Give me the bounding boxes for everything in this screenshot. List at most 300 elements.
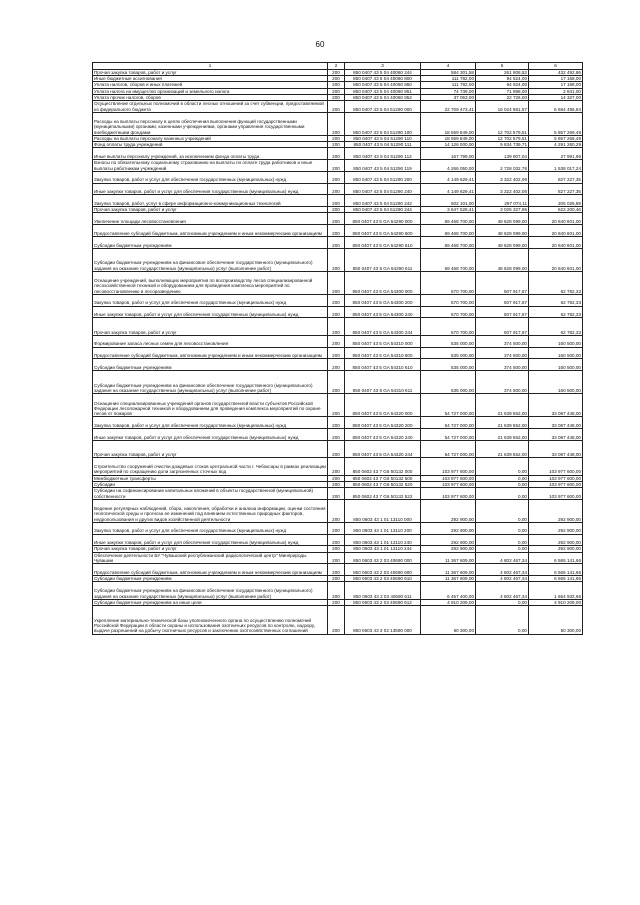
row-name-cell: Предоставление субсидий бюджетным, автономным учреждениям и иным некоммерческим организациям [93,225,328,237]
approved-amount-cell: 69 468 700,00 [421,213,476,225]
executed-amount-cell: 48 628 099,00 [476,225,529,237]
table-row [93,82,583,88]
row-name-cell: Прочая закупка товаров, работ и услуг [93,70,328,76]
budget-code-cell: 850 0407 43 5 04 51290 112 [345,148,421,160]
approved-amount-cell: 18 559 849,00 [421,135,476,141]
row-code-cell: 200 [328,599,345,605]
unexecuted-amount-cell: 292 900,00 [529,534,583,546]
approved-amount-cell: 54 727 000,00 [421,394,476,417]
table-row [93,306,583,318]
table-row [93,582,583,599]
table-row [93,335,583,347]
budget-code-cell: 850 0603 43 1 01 13110 240 [345,534,421,546]
unexecuted-amount-cell: 103 977 600,00 [529,458,583,475]
unexecuted-amount-cell: 160 500,00 [529,347,583,359]
unexecuted-amount-cell: 432 492,86 [529,70,583,76]
unexecuted-amount-cell: 33 087 448,00 [529,440,583,457]
unexecuted-amount-cell: 292 900,00 [529,546,583,552]
row-name-cell: Обеспечение деятельности БУ "Чувашский республиканский радиологический центр" Минприроды Чувашии [93,552,328,564]
executed-amount-cell: 12 702 579,51 [476,112,529,135]
approved-amount-cell: 74 739,00 [421,88,476,94]
executed-amount-cell: 374 500,00 [476,347,529,359]
table-row [93,148,583,160]
row-code-cell: 200 [328,417,345,429]
row-name-cell: Субсидии [93,481,328,487]
table-row [93,347,583,359]
table-row [93,576,583,582]
unexecuted-amount-cell: 33 087 448,00 [529,428,583,440]
table-row [93,88,583,94]
table-row [93,440,583,457]
unexecuted-amount-cell: 6 684 496,84 [529,101,583,113]
budget-code-cell: 850 0407 43 5 GA 54290 610 [345,237,421,249]
table-row [93,564,583,576]
row-name-cell: Взносы по обязательному социальному страхованию на выплаты по оплате труда работников и иные выплаты работникам учреждений [93,160,328,172]
budget-code-cell: 850 0407 43 5 GA 54300 244 [345,318,421,335]
row-code-cell: 200 [328,534,345,546]
table-row [93,207,583,213]
row-name-cell: Предоставление субсидий бюджетным, автономным учреждениям и иным некоммерческим организациям [93,347,328,359]
executed-amount-cell: 507 917,67 [476,318,529,335]
row-name-cell: Субсидии бюджетным учреждениям на финансовое обеспечение государственного (муниципального) задания на оказание государственных (муниципальных) услуг (выполнение работ) [93,371,328,394]
executed-amount-cell: 139 807,04 [476,148,529,160]
unexecuted-amount-cell: 17 168,00 [529,76,583,82]
table-row [93,160,583,172]
budget-code-cell: 850 0603 43 2 03 40690 000 [345,552,421,564]
row-name-cell: Иные выплаты персоналу учреждений, за исключением фонда оплаты труда [93,148,328,160]
approved-amount-cell: 4 149 629,41 [421,183,476,195]
row-name-cell: Укрепление материально-технической базы уполномоченного органа по осуществлению полномочий Российской Федерации в области охраны и использования охотничьих ресурсов по контролю, надзору, выдаче разрешений на добычу охотничьих ресурсов и заключению охотхозяйственных соглашений [93,605,328,634]
approved-amount-cell: 292 900,00 [421,499,476,522]
unexecuted-amount-cell: 60 300,00 [529,605,583,634]
unexecuted-amount-cell: 827 227,35 [529,183,583,195]
table-row [93,271,583,294]
budget-execution-table [92,62,583,635]
executed-amount-cell: 374 500,00 [476,371,529,394]
executed-amount-cell: 4 802 467,34 [476,582,529,599]
executed-amount-cell: 12 702 579,51 [476,135,529,141]
table-row [93,371,583,394]
executed-amount-cell: 0,00 [476,599,529,605]
executed-amount-cell: 21 639 552,00 [476,417,529,429]
row-code-cell: 200 [328,195,345,207]
unexecuted-amount-cell: 103 977 600,00 [529,481,583,487]
row-code-cell: 200 [328,94,345,100]
row-code-cell: 200 [328,481,345,487]
approved-amount-cell: 22 709 473,41 [421,101,476,113]
executed-amount-cell: 94 624,00 [476,76,529,82]
budget-code-cell: 850 0407 43 5 04 51290 240 [345,183,421,195]
row-code-cell: 200 [328,428,345,440]
row-code-cell: 200 [328,142,345,148]
unexecuted-amount-cell: 1 538 017,24 [529,160,583,172]
row-name-cell: Субсидии бюджетным учреждениям [93,237,328,249]
unexecuted-amount-cell: 827 227,35 [529,171,583,183]
page-number: 60 [315,40,325,49]
executed-amount-cell: 374 500,00 [476,335,529,347]
row-name-cell: Закупка товаров, работ, услуг в сфере информационно-коммуникационных технологий [93,195,328,207]
executed-amount-cell: 48 628 099,00 [476,248,529,271]
table-row [93,394,583,417]
budget-code-cell: 850 0407 43 5 04 51290 242 [345,195,421,207]
approved-amount-cell: 502 101,00 [421,195,476,207]
table-row [93,552,583,564]
unexecuted-amount-cell: 14 327,00 [529,94,583,100]
unexecuted-amount-cell: 292 900,00 [529,522,583,534]
budget-code-cell: 850 0407 43 5 04 40060 244 [345,70,421,76]
unexecuted-amount-cell: 6 565 141,66 [529,576,583,582]
executed-amount-cell: 0,00 [476,458,529,475]
budget-code-cell: 850 0407 43 5 GA 54300 200 [345,294,421,306]
approved-amount-cell: 37 053,00 [421,94,476,100]
unexecuted-amount-cell: 292 900,00 [529,499,583,522]
budget-code-cell: 850 0407 43 5 GA 54300 000 [345,271,421,294]
budget-code-cell: 850 0407 43 5 04 40060 851 [345,88,421,94]
row-name-cell: Межбюджетные трансферты [93,475,328,481]
executed-amount-cell: 21 639 552,00 [476,428,529,440]
executed-amount-cell: 2 728 032,76 [476,160,529,172]
row-name-cell: Иные закупки товаров, работ и услуг для обеспечения государственных (муниципальных) нужд [93,183,328,195]
budget-code-cell: 850 0407 43 5 GA 54310 600 [345,347,421,359]
executed-amount-cell: 0,00 [476,522,529,534]
approved-amount-cell: 69 468 700,00 [421,237,476,249]
row-name-cell: Иные бюджетные ассигнования [93,76,328,82]
executed-amount-cell: 22 726,00 [476,94,529,100]
table-row [93,522,583,534]
unexecuted-amount-cell: 5 857 269,49 [529,112,583,135]
row-name-cell: Иные закупки товаров, работ и услуг для обеспечения государственных (муниципальных) нужд [93,534,328,546]
unexecuted-amount-cell: 62 782,33 [529,318,583,335]
budget-code-cell: 850 0603 43 2 03 40690 610 [345,576,421,582]
approved-amount-cell: 4 910 209,00 [421,599,476,605]
unexecuted-amount-cell: 622 200,46 [529,207,583,213]
table-row [93,225,583,237]
unexecuted-amount-cell: 1 654 932,66 [529,582,583,599]
unexecuted-amount-cell: 5 857 269,49 [529,135,583,141]
budget-code-cell: 850 0407 43 5 GA 54310 611 [345,371,421,394]
executed-amount-cell: 0,00 [476,534,529,546]
unexecuted-amount-cell: 33 087 448,00 [529,394,583,417]
budget-code-cell: 850 0407 43 5 04 51290 119 [345,160,421,172]
budget-code-cell: 850 0407 43 5 04 51290 111 [345,142,421,148]
row-code-cell: 200 [328,271,345,294]
table-row [93,499,583,522]
executed-amount-cell: 21 639 552,00 [476,394,529,417]
unexecuted-amount-cell: 4 291 260,29 [529,142,583,148]
approved-amount-cell: 570 700,00 [421,294,476,306]
budget-code-cell: 850 0602 43 7 G6 50132 522 [345,487,421,499]
unexecuted-amount-cell: 33 087 448,00 [529,417,583,429]
approved-amount-cell: 14 126 000,00 [421,142,476,148]
approved-amount-cell: 4 149 629,41 [421,171,476,183]
row-name-cell: Осуществление отдельных полномочий в области лесных отношений за счет субвенции, предоставляемой из федерального бюджета [93,101,328,113]
executed-amount-cell: 374 500,00 [476,359,529,371]
column-number: 3 [345,63,421,70]
row-code-cell: 200 [328,294,345,306]
unexecuted-amount-cell: 103 977 600,00 [529,475,583,481]
budget-code-cell: 850 0407 43 5 04 51290 100 [345,112,421,135]
row-code-cell: 200 [328,88,345,94]
approved-amount-cell: 4 266 050,00 [421,160,476,172]
unexecuted-amount-cell: 160 500,00 [529,335,583,347]
row-name-cell: Фонд оплаты труда учреждений [93,142,328,148]
row-code-cell: 200 [328,576,345,582]
row-name-cell: Прочая закупка товаров, работ и услуг [93,440,328,457]
unexecuted-amount-cell: 4 910 209,00 [529,599,583,605]
unexecuted-amount-cell: 17 168,00 [529,82,583,88]
row-name-cell: Закупка товаров, работ и услуг для обеспечения государственных (муниципальных) нужд [93,171,328,183]
row-code-cell: 200 [328,318,345,335]
column-number: 6 [529,63,583,70]
row-code-cell: 200 [328,160,345,172]
row-name-cell: Субсидии бюджетным учреждениям [93,359,328,371]
approved-amount-cell: 535 000,00 [421,347,476,359]
row-code-cell: 200 [328,582,345,599]
approved-amount-cell: 535 000,00 [421,359,476,371]
executed-amount-cell: 48 628 099,00 [476,213,529,225]
budget-code-cell: 850 0407 43 5 GA 54320 240 [345,428,421,440]
row-name-cell: Закупка товаров, работ и услуг для обеспечения государственных (муниципальных) нужд [93,522,328,534]
row-name-cell: Формирование запаса лесных семян для лесовосстановления [93,335,328,347]
table-row [93,458,583,475]
budget-code-cell: 850 0602 43 7 G6 50132 520 [345,481,421,487]
table-row [93,171,583,183]
executed-amount-cell: 3 322 402,06 [476,183,529,195]
column-number: 4 [421,63,476,70]
table-row [93,70,583,76]
row-code-cell: 200 [328,546,345,552]
row-name-cell: Уплата налогов, сборов и иных платежей [93,82,328,88]
unexecuted-amount-cell: 2 841,00 [529,88,583,94]
row-code-cell: 200 [328,522,345,534]
unexecuted-amount-cell: 160 500,00 [529,371,583,394]
budget-code-cell: 850 0407 43 5 GA 54320 244 [345,440,421,457]
row-name-cell: Расходы на выплаты персоналу в целях обеспечения выполнения функций государственными (муниципальными) органами, казенными учреждениями, органами управления государственными внебюджетными фондами [93,112,328,135]
row-name-cell: Субсидии бюджетным учреждениям на финансовое обеспечение государственного (муниципального) задания на оказание государственных (муниципальных) услуг (выполнение работ) [93,248,328,271]
executed-amount-cell: 507 917,67 [476,271,529,294]
executed-amount-cell: 4 802 467,34 [476,552,529,564]
approved-amount-cell: 535 000,00 [421,335,476,347]
approved-amount-cell: 54 727 000,00 [421,440,476,457]
row-code-cell: 200 [328,225,345,237]
row-name-cell: Субсидии бюджетным учреждениям на иные цели [93,599,328,605]
approved-amount-cell: 69 468 700,00 [421,225,476,237]
row-code-cell: 200 [328,605,345,634]
row-code-cell: 200 [328,171,345,183]
row-code-cell: 200 [328,101,345,113]
approved-amount-cell: 54 727 000,00 [421,417,476,429]
column-number: 2 [328,63,345,70]
approved-amount-cell: 167 799,00 [421,148,476,160]
budget-code-cell: 850 0407 43 5 GA 54290 000 [345,213,421,225]
budget-code-cell: 850 0603 43 1 01 13110 000 [345,499,421,522]
approved-amount-cell: 111 782,00 [421,76,476,82]
executed-amount-cell: 261 808,52 [476,70,529,76]
row-code-cell: 200 [328,371,345,394]
budget-code-cell: 850 0603 43 2 03 40690 611 [345,582,421,599]
executed-amount-cell: 3 322 402,06 [476,171,529,183]
row-code-cell: 200 [328,135,345,141]
executed-amount-cell: 4 802 467,34 [476,564,529,576]
row-code-cell: 200 [328,248,345,271]
row-name-cell: Прочая закупка товаров, работ и услуг [93,546,328,552]
executed-amount-cell: 16 024 981,57 [476,101,529,113]
table-row [93,605,583,634]
budget-code-cell: 850 0407 43 5 GA 54290 611 [345,248,421,271]
table-row [93,101,583,113]
row-name-cell: Оснащение учреждений, выполняющих мероприятия по воспроизводству лесов специализированной лесохозяйственной техникой и оборудованием для проведения комплекса мероприятий по лесовосстановлению и лесоразведению [93,271,328,294]
column-number: 5 [476,63,529,70]
table-body [93,63,583,635]
table-row [93,318,583,335]
row-code-cell: 200 [328,207,345,213]
budget-code-cell: 850 0407 43 5 04 51290 110 [345,135,421,141]
row-name-cell: Прочая закупка товаров, работ и услуг [93,207,328,213]
budget-code-cell: 850 0407 43 5 04 51290 244 [345,207,421,213]
budget-code-cell: 850 0407 43 5 04 40060 850 [345,82,421,88]
row-name-cell: Прочая закупка товаров, работ и услуг [93,318,328,335]
budget-code-cell: 850 0407 43 5 GA 54320 200 [345,417,421,429]
unexecuted-amount-cell: 20 840 601,00 [529,225,583,237]
approved-amount-cell: 584 301,58 [421,70,476,76]
row-code-cell: 200 [328,440,345,457]
budget-code-cell: 850 0407 43 5 GA 54310 610 [345,359,421,371]
row-code-cell: 200 [328,82,345,88]
budget-code-cell: 850 0603 43 2 03 40690 612 [345,599,421,605]
executed-amount-cell: 0,00 [476,481,529,487]
unexecuted-amount-cell: 27 991,96 [529,148,583,160]
table-row [93,359,583,371]
approved-amount-cell: 11 367 609,00 [421,564,476,576]
row-code-cell: 200 [328,306,345,318]
budget-code-cell: 850 0407 43 5 04 40060 852 [345,94,421,100]
row-name-cell: Закупка товаров, работ и услуг для обеспечения государственных (муниципальных) нужд [93,294,328,306]
executed-amount-cell: 21 639 552,00 [476,440,529,457]
approved-amount-cell: 11 367 609,00 [421,552,476,564]
row-name-cell: Расходы на выплаты персоналу казенных учреждений [93,135,328,141]
row-code-cell: 200 [328,335,345,347]
row-code-cell: 200 [328,475,345,481]
approved-amount-cell: 103 977 600,00 [421,475,476,481]
row-name-cell: Уплата прочих налогов, сборов [93,94,328,100]
approved-amount-cell: 60 300,00 [421,605,476,634]
row-code-cell: 200 [328,499,345,522]
row-name-cell: Увеличение площади лесовосстановления [93,213,328,225]
unexecuted-amount-cell: 62 782,33 [529,271,583,294]
table-row [93,112,583,135]
row-name-cell: Предоставление субсидий бюджетным, автономным учреждениям и иным некоммерческим организациям [93,564,328,576]
table-row [93,195,583,207]
approved-amount-cell: 570 700,00 [421,318,476,335]
table-row [93,534,583,546]
unexecuted-amount-cell: 62 782,33 [529,294,583,306]
row-code-cell: 200 [328,213,345,225]
approved-amount-cell: 3 647 528,41 [421,207,476,213]
approved-amount-cell: 11 367 609,00 [421,576,476,582]
approved-amount-cell: 570 700,00 [421,271,476,294]
row-code-cell: 200 [328,487,345,499]
table-row [93,248,583,271]
row-name-cell: Оснащение специализированных учреждений органов государственной власти субъектов Российской Федерации лесопожарной техникой и оборудованием для проведения комплекса мероприятий по охране лесов от пожаров [93,394,328,417]
row-code-cell: 200 [328,76,345,82]
table-row [93,294,583,306]
executed-amount-cell: 0,00 [476,546,529,552]
budget-code-cell: 850 0407 43 5 GA 54300 240 [345,306,421,318]
approved-amount-cell: 292 900,00 [421,534,476,546]
table-row [93,428,583,440]
row-code-cell: 200 [328,394,345,417]
table-row [93,417,583,429]
table-row [93,183,583,195]
executed-amount-cell: 297 074,11 [476,195,529,207]
budget-code-cell: 850 0603 43 3 02 13590 000 [345,605,421,634]
budget-code-cell: 850 0407 43 5 04 40060 800 [345,76,421,82]
budget-code-cell: 850 0407 43 5 GA 54310 000 [345,335,421,347]
approved-amount-cell: 103 977 600,00 [421,487,476,499]
row-name-cell: Строительство сооружений очистки дождевых стоков центральной части г. Чебоксары в рамках реализации мероприятий по сокращению доли загрязненных сточных вод [93,458,328,475]
executed-amount-cell: 94 624,00 [476,82,529,88]
row-name-cell: Субсидии на софинансирование капитальных вложений в объекты государственной (муниципальной) собственности [93,487,328,499]
row-code-cell: 200 [328,112,345,135]
row-name-cell: Иные закупки товаров, работ и услуг для обеспечения государственных (муниципальных) нужд [93,428,328,440]
approved-amount-cell: 292 900,00 [421,546,476,552]
executed-amount-cell: 48 628 099,00 [476,237,529,249]
unexecuted-amount-cell: 6 565 141,66 [529,552,583,564]
budget-code-cell: 850 0603 43 1 01 13110 244 [345,546,421,552]
approved-amount-cell: 570 700,00 [421,306,476,318]
column-number-row [93,63,583,70]
row-name-cell: Закупка товаров, работ и услуг для обеспечения государственных (муниципальных) нужд [93,417,328,429]
unexecuted-amount-cell: 6 565 141,66 [529,564,583,576]
row-name-cell: Субсидии бюджетным учреждениям на финансовое обеспечение государственного (муниципального) задания на оказание государственных (муниципальных) услуг (выполнение работ) [93,582,328,599]
executed-amount-cell: 507 917,67 [476,306,529,318]
executed-amount-cell: 71 898,00 [476,88,529,94]
budget-code-cell: 850 0407 43 5 04 51290 000 [345,101,421,113]
row-code-cell: 200 [328,148,345,160]
row-name-cell: Субсидии бюджетным учреждениям [93,576,328,582]
budget-code-cell: 850 0602 43 7 G6 50132 000 [345,458,421,475]
table-row [93,237,583,249]
executed-amount-cell: 4 802 467,34 [476,576,529,582]
approved-amount-cell: 292 900,00 [421,522,476,534]
row-code-cell: 200 [328,183,345,195]
budget-code-cell: 850 0407 43 5 GA 54320 000 [345,394,421,417]
table-row [93,487,583,499]
row-name-cell: Уплата налога на имущество организаций и земельного налога [93,88,328,94]
approved-amount-cell: 69 468 700,00 [421,248,476,271]
row-name-cell: Ведение регулярных наблюдений, сбора, накопления, обработки и анализа информации, оценки состояния геологической среды и прогноза ее изменений под влиянием естественных природных факторов, недропользования и других видов хозяйственной деятельности [93,499,328,522]
row-code-cell: 200 [328,458,345,475]
unexecuted-amount-cell: 20 840 601,00 [529,237,583,249]
row-code-cell: 200 [328,70,345,76]
executed-amount-cell: 9 834 739,71 [476,142,529,148]
approved-amount-cell: 6 457 400,00 [421,582,476,599]
row-code-cell: 200 [328,237,345,249]
budget-code-cell: 850 0407 43 5 04 51290 200 [345,171,421,183]
unexecuted-amount-cell: 103 977 600,00 [529,487,583,499]
budget-code-cell: 850 0407 43 5 GA 54290 600 [345,225,421,237]
approved-amount-cell: 111 782,00 [421,82,476,88]
table-row [93,213,583,225]
row-code-cell: 200 [328,359,345,371]
row-code-cell: 200 [328,552,345,564]
unexecuted-amount-cell: 160 500,00 [529,359,583,371]
unexecuted-amount-cell: 20 840 601,00 [529,213,583,225]
executed-amount-cell: 507 917,67 [476,294,529,306]
approved-amount-cell: 535 000,00 [421,371,476,394]
executed-amount-cell: 3 025 327,95 [476,207,529,213]
approved-amount-cell: 103 977 600,00 [421,481,476,487]
